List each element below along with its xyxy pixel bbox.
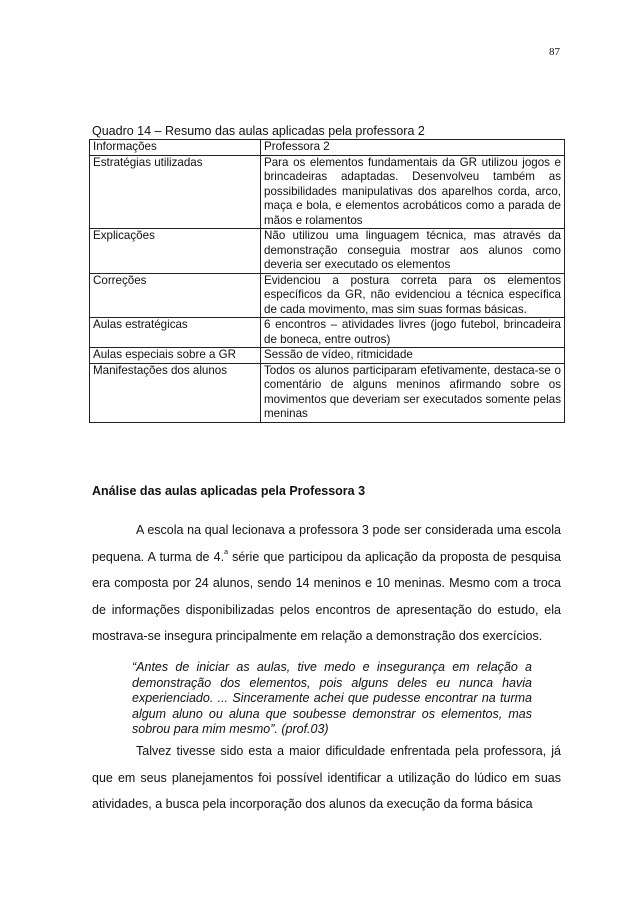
table-row: [90, 363, 565, 422]
row-value: 6 encontros – atividades livres (jogo futebol, brincadeira de boneca, entre outros): [261, 318, 565, 348]
paragraph-1-text-b: série que participou da aplicação da proposta de pesquisa era composta por 24 alunos, sendo 14 meninos e 10 meninas. Mesmo com a troca de informações disponibilizadas pelos encontros de apresentação do estudo, ela mostrava-se insegura principalmente em relação a demonstração dos exercícios.: [92, 549, 561, 643]
row-label: Explicações: [90, 229, 261, 274]
paragraph-1: [92, 517, 561, 650]
table-row: [90, 318, 565, 348]
row-value: Sessão de vídeo, ritmicidade: [261, 348, 565, 364]
paragraph-1-text-a: A escola na qual lecionava a professora 3 pode ser considerada uma escola pequena. A turma de 4.: [92, 523, 561, 564]
page-number: 87: [549, 46, 560, 58]
table-row: [90, 348, 565, 364]
block-quote: “Antes de iniciar as aulas, tive medo e insegurança em relação a demonstração dos elementos, pois alguns deles eu nunca havia experienciado. ... Sinceramente achei que pudesse encontrar na turma algum aluno ou aluna que soubesse demonstrar os elementos, mas sobrou para mim mesmo”. (prof.03): [132, 660, 532, 736]
table-row: [90, 229, 565, 274]
table-caption: Quadro 14 – Resumo das aulas aplicadas pela professora 2: [92, 124, 425, 138]
row-value: Todos os alunos participaram efetivamente, destaca-se o comentário de alguns meninos afirmando sobre os movimentos que deveriam ser executados somente pelas meninas: [261, 363, 565, 422]
paragraph-2: Talvez tivesse sido esta a maior dificuldade enfrentada pela professora, já que em seus planejamentos foi possível identificar a utilização do lúdico em suas atividades, a busca pela incorporação dos alunos da execução da forma básica: [92, 744, 561, 811]
ordinal-superscript: a: [224, 548, 228, 556]
row-label: Aulas estratégicas: [90, 318, 261, 348]
table-row: [90, 273, 565, 318]
row-value: Evidenciou a postura correta para os elementos específicos da GR, não evidenciou a técnica específica de cada movimento, mas sim suas formas básicas.: [261, 273, 565, 318]
row-value: Não utilizou uma linguagem técnica, mas através da demonstração conseguia mostrar aos alunos como deveria ser executado os elementos: [261, 229, 565, 274]
header-cell-professora: Professora 2: [261, 140, 565, 156]
row-value: Para os elementos fundamentais da GR utilizou jogos e brincadeiras adaptadas. Desenvolveu também as possibilidades manipulativas dos aparelhos corda, arco, maça e bola, e elementos acrobáticos como a parada de mãos e rolamentos: [261, 155, 565, 229]
section-title: Análise das aulas aplicadas pela Professora 3: [92, 484, 366, 498]
row-label: Correções: [90, 273, 261, 318]
table-header-row: [90, 140, 565, 156]
row-label: Aulas especiais sobre a GR: [90, 348, 261, 364]
table-row: [90, 155, 565, 229]
row-label: Manifestações dos alunos: [90, 363, 261, 422]
header-cell-informacoes: Informações: [90, 140, 261, 156]
summary-table: [89, 139, 565, 423]
row-label: Estratégias utilizadas: [90, 155, 261, 229]
